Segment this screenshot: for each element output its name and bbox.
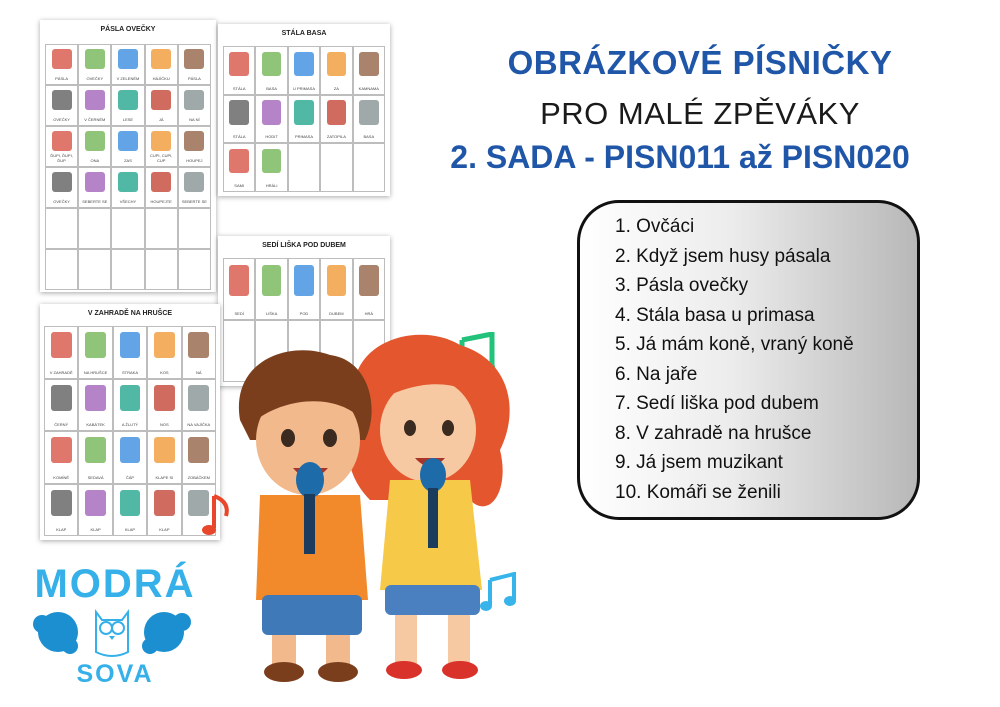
worksheet-cell [44, 326, 78, 379]
worksheet-cell [145, 208, 178, 249]
pictogram-icon [359, 52, 378, 76]
pictogram-icon [294, 100, 313, 124]
pictogram-caption: SAMI [234, 183, 245, 188]
worksheet-cell [223, 95, 255, 144]
worksheet-cell [78, 126, 111, 167]
singing-children-illustration [190, 300, 550, 700]
worksheet-cell [353, 95, 385, 144]
pictogram-caption: STRAKA [121, 369, 138, 375]
title-line-1: OBRÁZKOVÉ PÍSNIČKY [507, 44, 893, 81]
pictogram-caption: V ČERNÉM [84, 117, 106, 122]
pictogram-icon [118, 131, 138, 151]
pictogram-icon [359, 265, 378, 296]
pictogram-caption: SEDÍ [234, 311, 244, 316]
worksheet-cell [44, 431, 78, 484]
pictogram-caption: U PRIMASA [292, 85, 315, 91]
pictogram-caption: KLAPE SI [155, 474, 174, 480]
worksheet-cell [178, 85, 211, 126]
worksheet-cell [178, 249, 211, 290]
worksheet-cell [78, 379, 112, 432]
worksheet-cell [178, 208, 211, 249]
worksheet-cell [111, 85, 144, 126]
pictogram-caption: KAMNAMA [358, 85, 379, 91]
worksheet-cell [353, 46, 385, 95]
pictogram-caption: CUPI, CUPI, CUP [149, 153, 173, 163]
worksheet-cell [45, 126, 78, 167]
song-item: 10. Komáři se ženili [615, 481, 781, 503]
pictogram-caption: OVEČKY [53, 199, 70, 204]
pictogram-caption: NA VAJÍČKA [187, 422, 211, 427]
worksheet-cell [111, 44, 144, 85]
worksheet-cell [78, 484, 112, 537]
pictogram-caption: V ZAHRADĚ [49, 369, 73, 375]
title-line-2: PRO MALÉ ZPĚVÁKY [540, 96, 860, 131]
pictogram-caption: SEBERTE SE [181, 199, 207, 204]
worksheet-grid [45, 44, 211, 290]
pictogram-caption: OVEČKY [53, 117, 70, 122]
pictogram-icon [294, 52, 313, 76]
worksheet-cell [113, 431, 147, 484]
pictogram-caption: BASA [363, 134, 375, 140]
worksheet-cell [147, 379, 181, 432]
pictogram-icon [262, 52, 281, 76]
pictogram-caption: V ZELENÉM [116, 76, 140, 81]
worksheet-title: SEDÍ LIŠKA POD DUBEM [262, 242, 346, 249]
pictogram-caption: HOUPEJTE [150, 199, 172, 204]
worksheet-cell [78, 249, 111, 290]
worksheet-cell [255, 95, 287, 144]
pictogram-icon [85, 172, 105, 192]
pictogram-icon [154, 332, 175, 358]
song-item: 8. V zahradě na hrušce [615, 422, 812, 444]
song-item: 6. Na jaře [615, 363, 698, 385]
owl-logo-icon [22, 602, 202, 662]
song-list-box [577, 200, 920, 520]
worksheet-cell [288, 95, 320, 144]
worksheet-cell [145, 85, 178, 126]
logo-word-bottom: SOVA [76, 660, 154, 688]
pictogram-caption: SEDAVÁ [87, 474, 104, 480]
pictogram-icon [120, 385, 141, 411]
worksheet-cell [78, 326, 112, 379]
worksheet-cell [145, 167, 178, 208]
worksheet-cell [223, 143, 255, 192]
worksheet-cell [145, 44, 178, 85]
pictogram-icon [359, 100, 378, 124]
pictogram-caption: NA NÍ [189, 117, 200, 122]
pictogram-caption: STÁLA [232, 85, 246, 91]
pictogram-icon [151, 131, 171, 151]
worksheet-cell [78, 208, 111, 249]
pictogram-icon [229, 265, 248, 296]
pictogram-icon [51, 490, 72, 516]
worksheet-cell [78, 167, 111, 208]
worksheet-cell [147, 484, 181, 537]
song-item: 9. Já jsem muzikant [615, 452, 783, 473]
pictogram-icon [294, 265, 313, 296]
pictogram-icon [229, 52, 248, 76]
pictogram-icon [262, 265, 281, 296]
pictogram-caption: NA HRUŠCE [83, 369, 108, 375]
pictogram-caption: NÁ [196, 369, 202, 375]
pictogram-caption: ZAS [124, 158, 132, 163]
worksheet-cell [45, 249, 78, 290]
pictogram-caption: ČÁP [125, 474, 135, 480]
title-line-3: 2. SADA - PISN011 až PISN020 [450, 139, 910, 175]
worksheet-cell [145, 249, 178, 290]
pictogram-icon [327, 52, 346, 76]
pictogram-caption: HODIT [265, 134, 278, 140]
pictogram-caption: HÁJÍČKU [152, 76, 170, 81]
pictogram-caption: ČERNÝ [54, 422, 69, 427]
worksheet-cell [178, 126, 211, 167]
pictogram-caption: ĎUPI, ĎUPI, ĎUP [50, 153, 73, 163]
pictogram-icon [229, 100, 248, 124]
pictogram-icon [118, 90, 138, 110]
worksheet-cell [147, 431, 181, 484]
song-item: 1. Ovčáci [615, 216, 695, 237]
pictogram-icon [85, 332, 106, 358]
pictogram-caption: LESE [122, 117, 134, 122]
worksheet-cell [255, 143, 287, 192]
pictogram-icon [118, 172, 138, 192]
worksheet-cell [44, 379, 78, 432]
worksheet-pasla-ovecky [40, 20, 216, 292]
pictogram-icon [262, 149, 281, 173]
pictogram-caption: NOS [160, 422, 169, 427]
pictogram-caption: KOS [160, 369, 169, 375]
pictogram-caption: JÁ [158, 117, 164, 122]
pictogram-caption: POD [299, 311, 309, 316]
pictogram-icon [51, 437, 72, 463]
pictogram-icon [85, 90, 105, 110]
pictogram-icon [151, 172, 171, 192]
worksheet-title: STÁLA BASA [281, 30, 327, 37]
pictogram-icon [85, 385, 106, 411]
pictogram-caption: HOUPEJ [186, 158, 203, 163]
pictogram-caption: PRIMASA [294, 134, 313, 140]
song-item: 2. Když jsem husy pásala [615, 245, 831, 267]
worksheet-cell [111, 167, 144, 208]
pictogram-caption: HRÁLI [265, 183, 278, 188]
pictogram-caption: KLAP [124, 527, 136, 532]
song-item: 3. Pásla ovečky [615, 275, 749, 296]
worksheet-cell [113, 484, 147, 537]
worksheet-cell [45, 167, 78, 208]
worksheet-cell [113, 379, 147, 432]
pictogram-icon [85, 131, 105, 151]
pictogram-caption: KLAP [56, 527, 67, 532]
pictogram-icon [51, 332, 72, 358]
worksheet-title: PÁSLA OVEČKY [100, 26, 156, 33]
pictogram-caption: A ŽLUTÝ [121, 422, 139, 427]
worksheet-cell [111, 249, 144, 290]
worksheet-cell [111, 208, 144, 249]
pictogram-caption: KOMÍNĚ [53, 474, 70, 480]
pictogram-caption: DUBEM [329, 311, 344, 316]
pictogram-caption: ZATOPILA [326, 134, 346, 140]
pictogram-icon [262, 100, 281, 124]
pictogram-icon [184, 131, 204, 151]
pictogram-caption: KABÁTEK [86, 422, 105, 427]
pictogram-caption: LIŠKA [265, 311, 278, 316]
pictogram-caption: KLAP [159, 527, 170, 532]
worksheet-cell [353, 143, 385, 192]
pictogram-caption: OVEČKY [86, 76, 104, 81]
pictogram-icon [184, 90, 204, 110]
song-item: 4. Stála basa u primasa [615, 304, 815, 326]
pictogram-icon [184, 49, 204, 69]
pictogram-caption: VŠECHY [119, 199, 137, 204]
worksheet-cell [45, 44, 78, 85]
pictogram-icon [229, 149, 248, 173]
pictogram-icon [151, 49, 171, 69]
pictogram-icon [120, 332, 141, 358]
pictogram-caption: KLAP [90, 527, 101, 532]
worksheet-cell [111, 126, 144, 167]
worksheet-cell [320, 46, 352, 95]
worksheet-grid [223, 46, 385, 192]
logo-word-top: MODRÁ [34, 562, 196, 606]
worksheet-cell [255, 46, 287, 95]
pictogram-icon [51, 385, 72, 411]
worksheet-cell [288, 46, 320, 95]
pictogram-caption: PÁSLA [187, 76, 201, 81]
pictogram-icon [52, 131, 72, 151]
pictogram-icon [118, 49, 138, 69]
song-item: 5. Já mám koně, vraný koně [615, 334, 854, 355]
pictogram-icon [120, 437, 141, 463]
pictogram-caption: ZOBÁČKEM [187, 474, 211, 480]
pictogram-icon [85, 437, 106, 463]
worksheet-cell [223, 46, 255, 95]
pictogram-icon [52, 90, 72, 110]
worksheet-cell [45, 85, 78, 126]
worksheet-cell [178, 167, 211, 208]
pictogram-icon [85, 49, 105, 69]
pictogram-icon [327, 265, 346, 296]
pictogram-caption: PÁSLA [55, 76, 69, 81]
pictogram-icon [120, 490, 141, 516]
worksheet-cell [45, 208, 78, 249]
pictogram-icon [327, 100, 346, 124]
worksheet-cell [78, 431, 112, 484]
pictogram-icon [154, 437, 175, 463]
worksheet-cell [178, 44, 211, 85]
pictogram-caption: STÁLA [232, 134, 246, 140]
song-item: 7. Sedí liška pod dubem [615, 393, 819, 414]
pictogram-caption: ZA [333, 85, 339, 91]
song-list [615, 212, 854, 507]
pictogram-icon [184, 172, 204, 192]
worksheet-cell [320, 95, 352, 144]
worksheet-title: V ZAHRADĚ NA HRUŠCE [87, 310, 173, 317]
worksheet-cell [113, 326, 147, 379]
pictogram-caption: BASA [266, 85, 277, 91]
pictogram-icon [52, 172, 72, 192]
worksheet-cell [320, 143, 352, 192]
pictogram-caption: ONA [90, 158, 100, 163]
worksheet-cell [78, 44, 111, 85]
pictogram-icon [154, 490, 175, 516]
pictogram-icon [154, 385, 175, 411]
worksheet-cell [44, 484, 78, 537]
worksheet-cell [147, 326, 181, 379]
pictogram-icon [151, 90, 171, 110]
worksheet-cell [288, 143, 320, 192]
pictogram-caption: HRÁ [364, 311, 374, 316]
worksheet-stala-basa [218, 24, 390, 196]
pictogram-icon [52, 49, 72, 69]
pictogram-caption: SEBERTE SE [82, 199, 108, 204]
pictogram-icon [85, 490, 106, 516]
worksheet-cell [145, 126, 178, 167]
worksheet-cell [78, 85, 111, 126]
